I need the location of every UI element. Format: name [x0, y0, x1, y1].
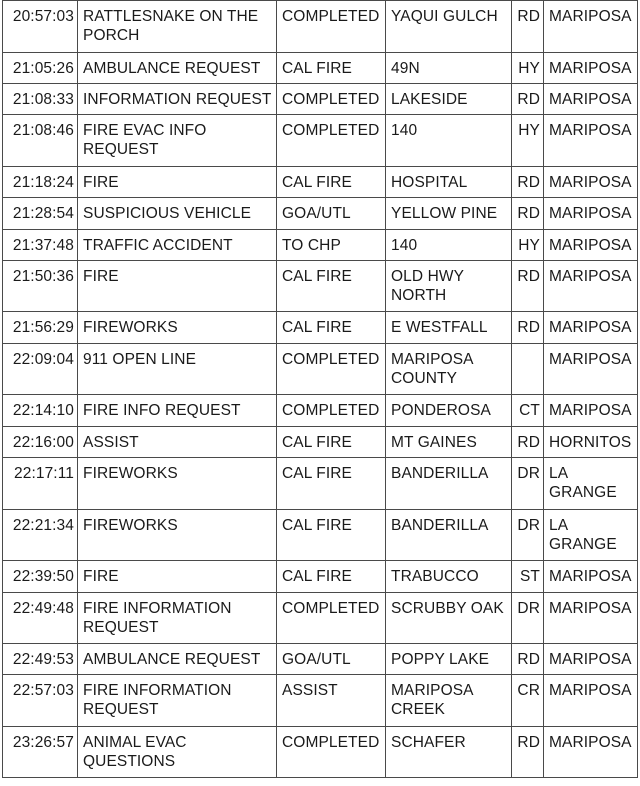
table-row	[3, 726, 638, 778]
incident-city: LA GRANGE	[544, 458, 638, 510]
incident-street: 140	[386, 115, 512, 167]
incident-city: MARIPOSA	[544, 726, 638, 778]
incident-city: MARIPOSA	[544, 1, 638, 53]
incident-disposition: CAL FIRE	[277, 166, 386, 197]
incident-log-table	[2, 0, 638, 778]
incident-street-suffix: RD	[512, 726, 544, 778]
incident-street-suffix: RD	[512, 1, 544, 53]
incident-street-suffix: DR	[512, 592, 544, 644]
table-row	[3, 166, 638, 197]
incident-street: YAQUI GULCH	[386, 1, 512, 53]
incident-city: MARIPOSA	[544, 644, 638, 675]
incident-disposition: COMPLETED	[277, 83, 386, 114]
incident-disposition: GOA/UTL	[277, 644, 386, 675]
incident-street-suffix: RD	[512, 83, 544, 114]
incident-street-suffix: HY	[512, 229, 544, 260]
table-row	[3, 509, 638, 561]
table-row	[3, 312, 638, 343]
incident-street: 49N	[386, 52, 512, 83]
table-row	[3, 458, 638, 510]
table-row	[3, 1, 638, 53]
incident-street-suffix: RD	[512, 426, 544, 457]
table-row	[3, 675, 638, 727]
incident-disposition: COMPLETED	[277, 395, 386, 426]
incident-call-type: FIRE	[78, 561, 277, 592]
table-row	[3, 52, 638, 83]
incident-call-type: FIREWORKS	[78, 312, 277, 343]
incident-street-suffix: RD	[512, 312, 544, 343]
incident-call-type: INFORMATION REQUEST	[78, 83, 277, 114]
incident-disposition: COMPLETED	[277, 592, 386, 644]
incident-street: SCHAFER	[386, 726, 512, 778]
incident-city: MARIPOSA	[544, 312, 638, 343]
incident-street: YELLOW PINE	[386, 198, 512, 229]
incident-city: MARIPOSA	[544, 115, 638, 167]
incident-time: 21:37:48	[3, 229, 78, 260]
table-row	[3, 395, 638, 426]
incident-time: 22:57:03	[3, 675, 78, 727]
incident-time: 22:49:53	[3, 644, 78, 675]
incident-street-suffix: CT	[512, 395, 544, 426]
incident-street-suffix: HY	[512, 52, 544, 83]
table-row	[3, 115, 638, 167]
incident-time: 22:16:00	[3, 426, 78, 457]
incident-disposition: CAL FIRE	[277, 458, 386, 510]
incident-street-suffix: CR	[512, 675, 544, 727]
incident-time: 22:17:11	[3, 458, 78, 510]
incident-disposition: CAL FIRE	[277, 561, 386, 592]
incident-street: POPPY LAKE	[386, 644, 512, 675]
incident-disposition: ASSIST	[277, 675, 386, 727]
incident-time: 21:08:46	[3, 115, 78, 167]
incident-time: 21:08:33	[3, 83, 78, 114]
incident-street-suffix: ST	[512, 561, 544, 592]
incident-street: 140	[386, 229, 512, 260]
incident-disposition: COMPLETED	[277, 343, 386, 395]
incident-street: MARIPOSA CREEK	[386, 675, 512, 727]
incident-street-suffix: RD	[512, 166, 544, 197]
incident-street: OLD HWY NORTH	[386, 260, 512, 312]
incident-city: MARIPOSA	[544, 561, 638, 592]
incident-disposition: CAL FIRE	[277, 260, 386, 312]
incident-call-type: FIRE	[78, 166, 277, 197]
incident-city: MARIPOSA	[544, 166, 638, 197]
incident-city: MARIPOSA	[544, 675, 638, 727]
incident-time: 21:56:29	[3, 312, 78, 343]
table-row	[3, 644, 638, 675]
incident-call-type: ASSIST	[78, 426, 277, 457]
incident-city: LA GRANGE	[544, 509, 638, 561]
table-row	[3, 260, 638, 312]
incident-street-suffix: RD	[512, 198, 544, 229]
incident-time: 22:49:48	[3, 592, 78, 644]
table-row	[3, 229, 638, 260]
incident-time: 21:28:54	[3, 198, 78, 229]
incident-disposition: CAL FIRE	[277, 52, 386, 83]
incident-street-suffix: RD	[512, 644, 544, 675]
incident-call-type: FIREWORKS	[78, 509, 277, 561]
incident-disposition: CAL FIRE	[277, 509, 386, 561]
incident-disposition: COMPLETED	[277, 726, 386, 778]
incident-time: 21:18:24	[3, 166, 78, 197]
table-row	[3, 83, 638, 114]
table-row	[3, 343, 638, 395]
incident-call-type: TRAFFIC ACCIDENT	[78, 229, 277, 260]
incident-call-type: FIRE INFO REQUEST	[78, 395, 277, 426]
incident-disposition: CAL FIRE	[277, 312, 386, 343]
incident-time: 22:39:50	[3, 561, 78, 592]
incident-city: MARIPOSA	[544, 83, 638, 114]
incident-city: MARIPOSA	[544, 260, 638, 312]
incident-time: 23:26:57	[3, 726, 78, 778]
incident-city: MARIPOSA	[544, 395, 638, 426]
incident-city: HORNITOS	[544, 426, 638, 457]
incident-time: 22:14:10	[3, 395, 78, 426]
incident-time: 22:21:34	[3, 509, 78, 561]
incident-city: MARIPOSA	[544, 592, 638, 644]
incident-street: HOSPITAL	[386, 166, 512, 197]
incident-disposition: GOA/UTL	[277, 198, 386, 229]
incident-time: 21:50:36	[3, 260, 78, 312]
incident-time: 20:57:03	[3, 1, 78, 53]
incident-disposition: COMPLETED	[277, 115, 386, 167]
incident-street-suffix: HY	[512, 115, 544, 167]
incident-log-body	[3, 1, 638, 778]
incident-street-suffix: RD	[512, 260, 544, 312]
incident-street: LAKESIDE	[386, 83, 512, 114]
incident-city: MARIPOSA	[544, 52, 638, 83]
incident-call-type: AMBULANCE REQUEST	[78, 644, 277, 675]
incident-disposition: TO CHP	[277, 229, 386, 260]
incident-time: 21:05:26	[3, 52, 78, 83]
incident-disposition: COMPLETED	[277, 1, 386, 53]
incident-call-type: RATTLESNAKE ON THE PORCH	[78, 1, 277, 53]
incident-street: MARIPOSA COUNTY	[386, 343, 512, 395]
incident-call-type: AMBULANCE REQUEST	[78, 52, 277, 83]
incident-street: BANDERILLA	[386, 509, 512, 561]
table-row	[3, 426, 638, 457]
table-row	[3, 592, 638, 644]
incident-call-type: FIRE INFORMATION REQUEST	[78, 592, 277, 644]
incident-street: E WESTFALL	[386, 312, 512, 343]
incident-city: MARIPOSA	[544, 229, 638, 260]
incident-time: 22:09:04	[3, 343, 78, 395]
incident-call-type: FIREWORKS	[78, 458, 277, 510]
incident-city: MARIPOSA	[544, 198, 638, 229]
incident-call-type: ANIMAL EVAC QUESTIONS	[78, 726, 277, 778]
incident-disposition: CAL FIRE	[277, 426, 386, 457]
incident-call-type: SUSPICIOUS VEHICLE	[78, 198, 277, 229]
incident-street-suffix	[512, 343, 544, 395]
incident-street: TRABUCCO	[386, 561, 512, 592]
incident-street: BANDERILLA	[386, 458, 512, 510]
incident-street: PONDEROSA	[386, 395, 512, 426]
table-row	[3, 561, 638, 592]
incident-call-type: FIRE	[78, 260, 277, 312]
incident-street-suffix: DR	[512, 509, 544, 561]
incident-street: MT GAINES	[386, 426, 512, 457]
incident-street: SCRUBBY OAK	[386, 592, 512, 644]
incident-street-suffix: DR	[512, 458, 544, 510]
incident-call-type: FIRE INFORMATION REQUEST	[78, 675, 277, 727]
incident-call-type: 911 OPEN LINE	[78, 343, 277, 395]
incident-city: MARIPOSA	[544, 343, 638, 395]
incident-call-type: FIRE EVAC INFO REQUEST	[78, 115, 277, 167]
table-row	[3, 198, 638, 229]
